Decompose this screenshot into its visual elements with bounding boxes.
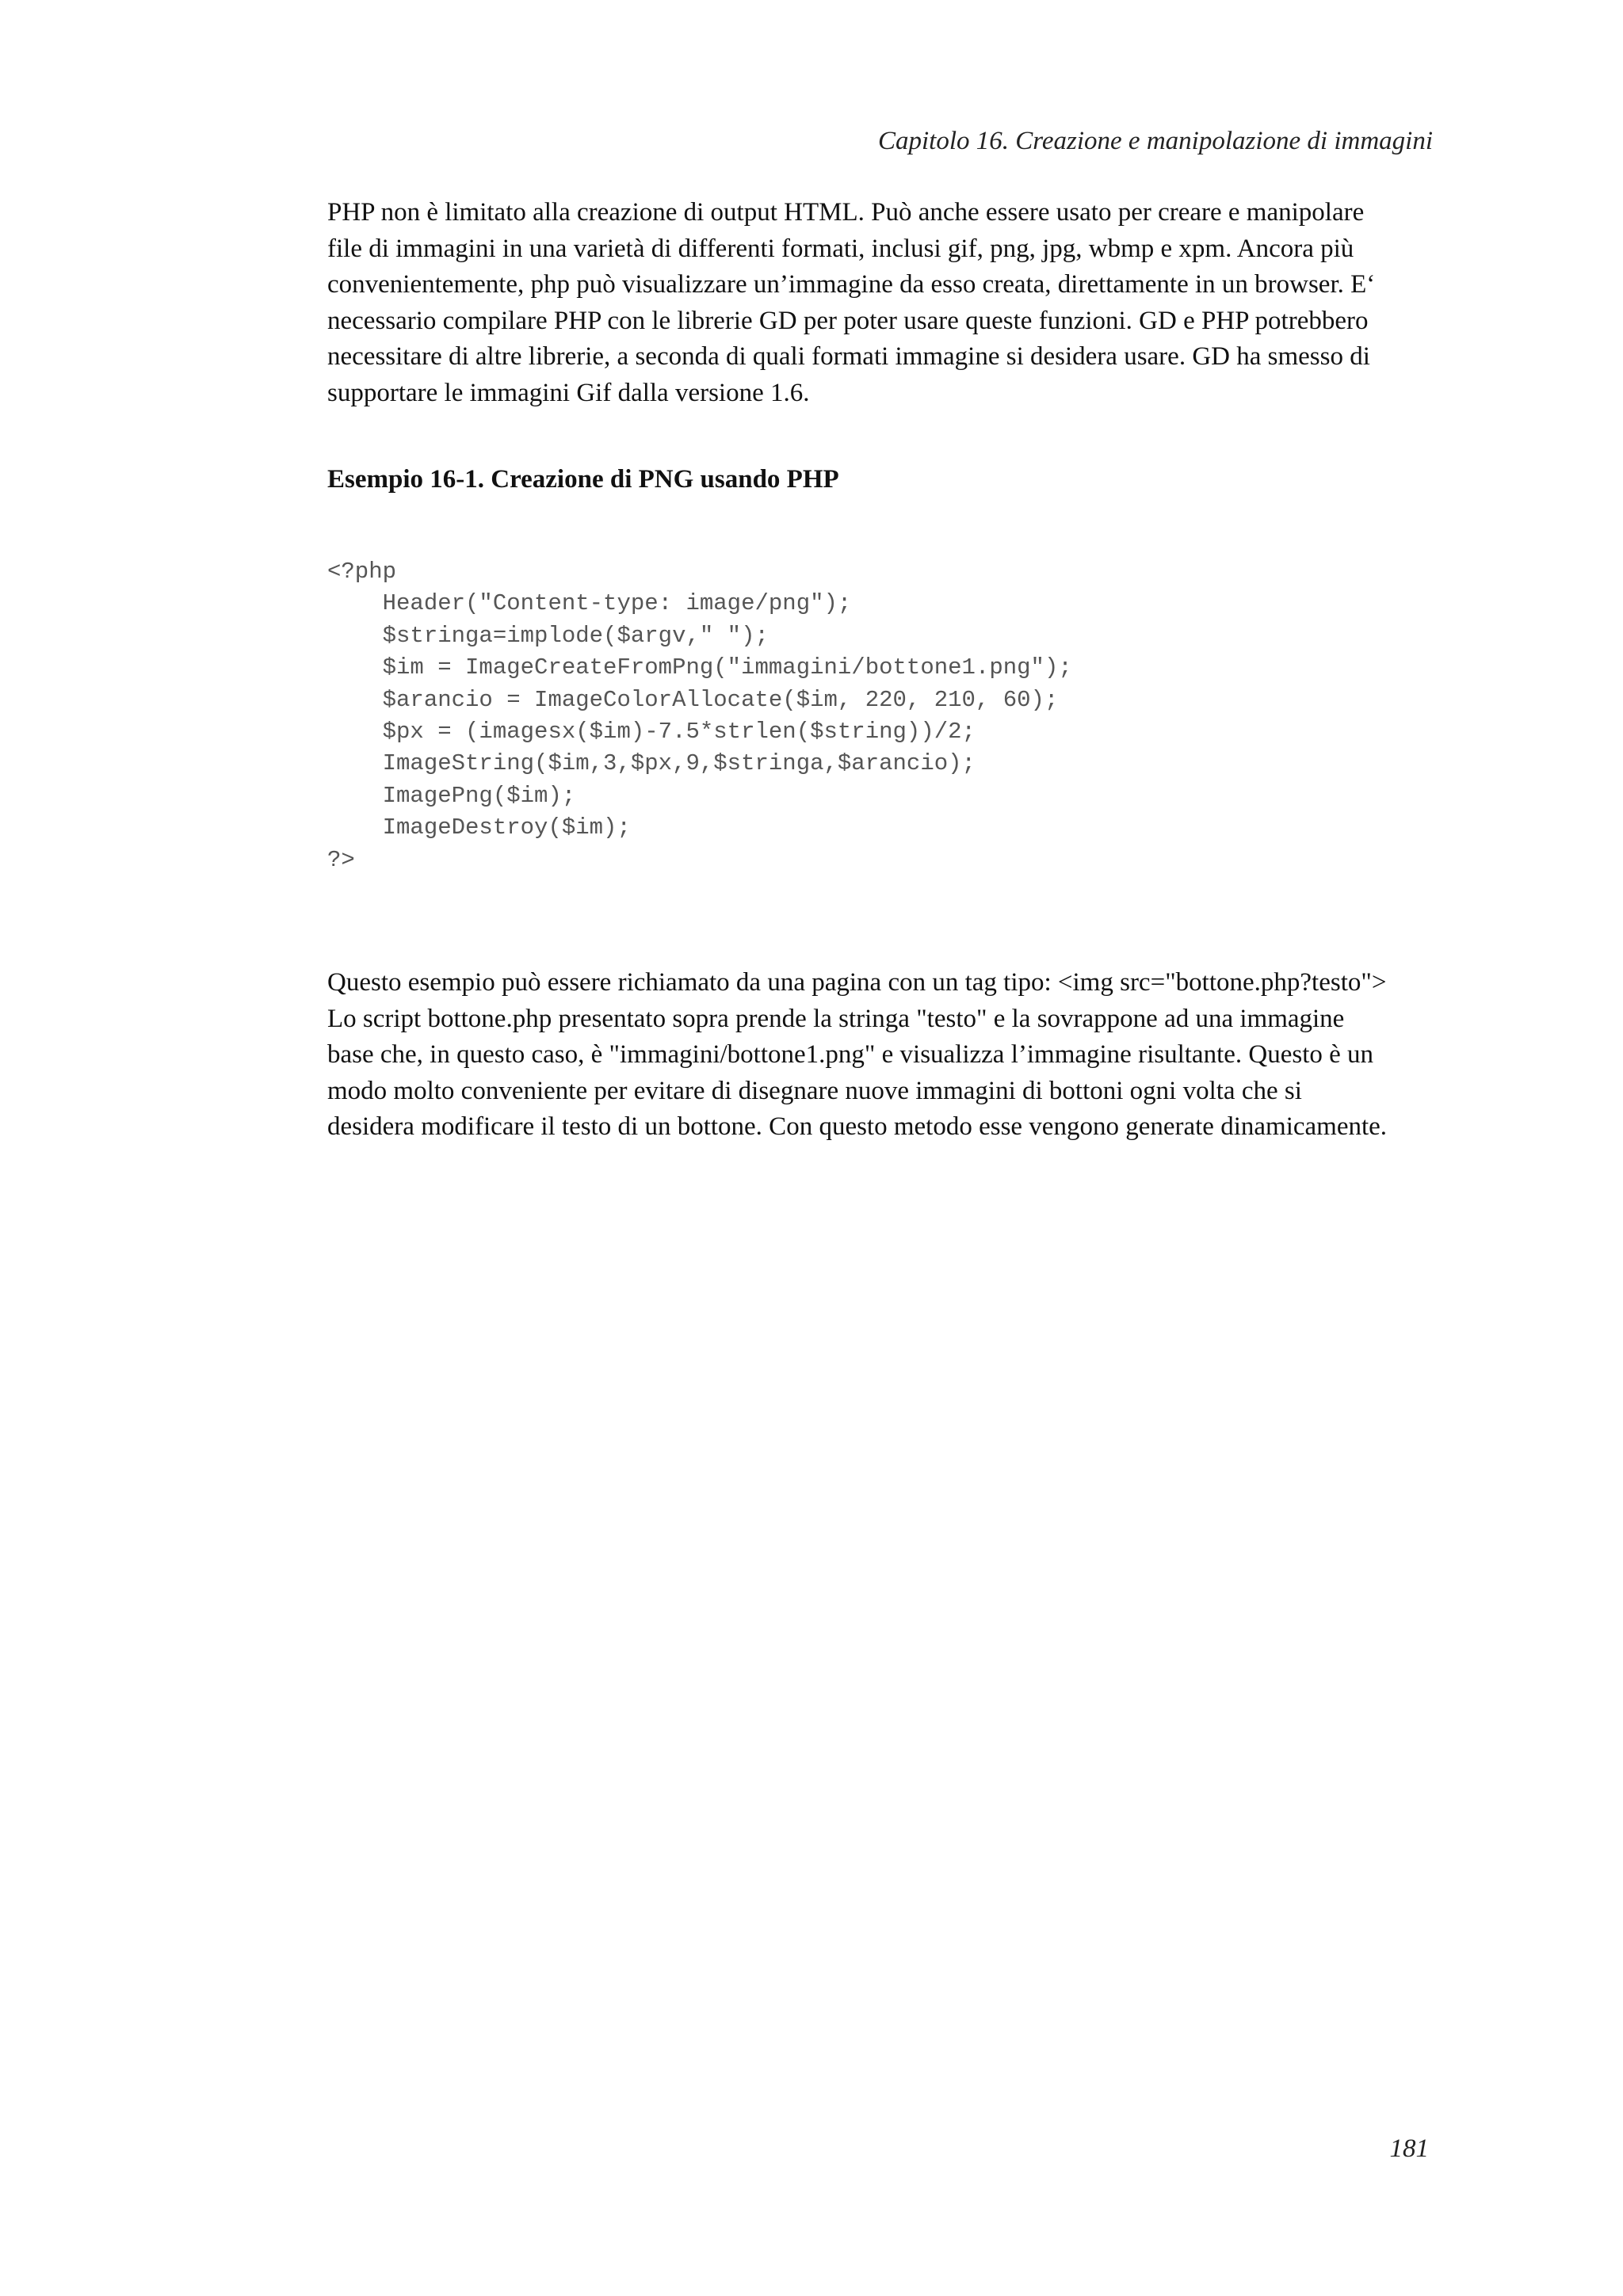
example-title: Esempio 16-1. Creazione di PNG usando PHP <box>327 465 839 494</box>
paragraph-line: necessitare di altre librerie, a seconda di quali formati immagine si desidera usare. GD ha smesso di <box>327 342 1370 371</box>
code-line: Header("Content-type: image/png"); <box>327 590 852 617</box>
page-number: 181 <box>1389 2134 1429 2163</box>
paragraph-line: base che, in questo caso, è "immagini/bottone1.png" e visualizza l’immagine risultante. Questo è un <box>327 1040 1374 1069</box>
paragraph-line: Questo esempio può essere richiamato da una pagina con un tag tipo: <img src="bottone.php?testo"> <box>327 968 1387 997</box>
code-line: ImagePng($im); <box>327 782 576 809</box>
code-line: $arancio = ImageColorAllocate($im, 220, 210, 60); <box>327 686 1059 713</box>
running-head: Capitolo 16. Creazione e manipolazione di immagini <box>877 127 1433 155</box>
paragraph-line: Lo script bottone.php presentato sopra prende la stringa "testo" e la sovrappone ad una immagine <box>327 1004 1345 1033</box>
page-content <box>327 195 1437 1141</box>
code-listing <box>327 556 1072 876</box>
code-line: <?php <box>327 559 397 585</box>
code-line: $px = (imagesx($im)-7.5*strlen($string))/2; <box>327 719 976 746</box>
explanation-paragraph <box>327 965 1387 1146</box>
paragraph-line: convenientemente, php può visualizzare un’immagine da esso creata, direttamente in un browser. E‘ <box>327 270 1376 299</box>
code-line: $stringa=implode($argv," "); <box>327 622 769 649</box>
paragraph-line: necessario compilare PHP con le librerie GD per poter usare queste funzioni. GD e PHP potrebbero <box>327 306 1369 335</box>
paragraph-line: PHP non è limitato alla creazione di output HTML. Può anche essere usato per creare e manipolare <box>327 198 1365 227</box>
paragraph-line: modo molto conveniente per evitare di disegnare nuove immagini di bottoni ogni volta che si <box>327 1076 1302 1105</box>
intro-paragraph <box>327 195 1437 411</box>
paragraph-line: supportare le immagini Gif dalla versione 1.6. <box>327 378 810 407</box>
paragraph-line: file di immagini in una varietà di differenti formati, inclusi gif, png, jpg, wbmp e xpm. Ancora più <box>327 234 1354 263</box>
paragraph-line: desidera modificare il testo di un bottone. Con questo metodo esse vengono generate dinamicamente. <box>327 1112 1388 1141</box>
code-line: ?> <box>327 846 355 873</box>
code-line: ImageString($im,3,$px,9,$stringa,$arancio); <box>327 750 976 777</box>
code-line: ImageDestroy($im); <box>327 814 631 841</box>
code-line: $im = ImageCreateFromPng("immagini/bottone1.png"); <box>327 654 1072 681</box>
